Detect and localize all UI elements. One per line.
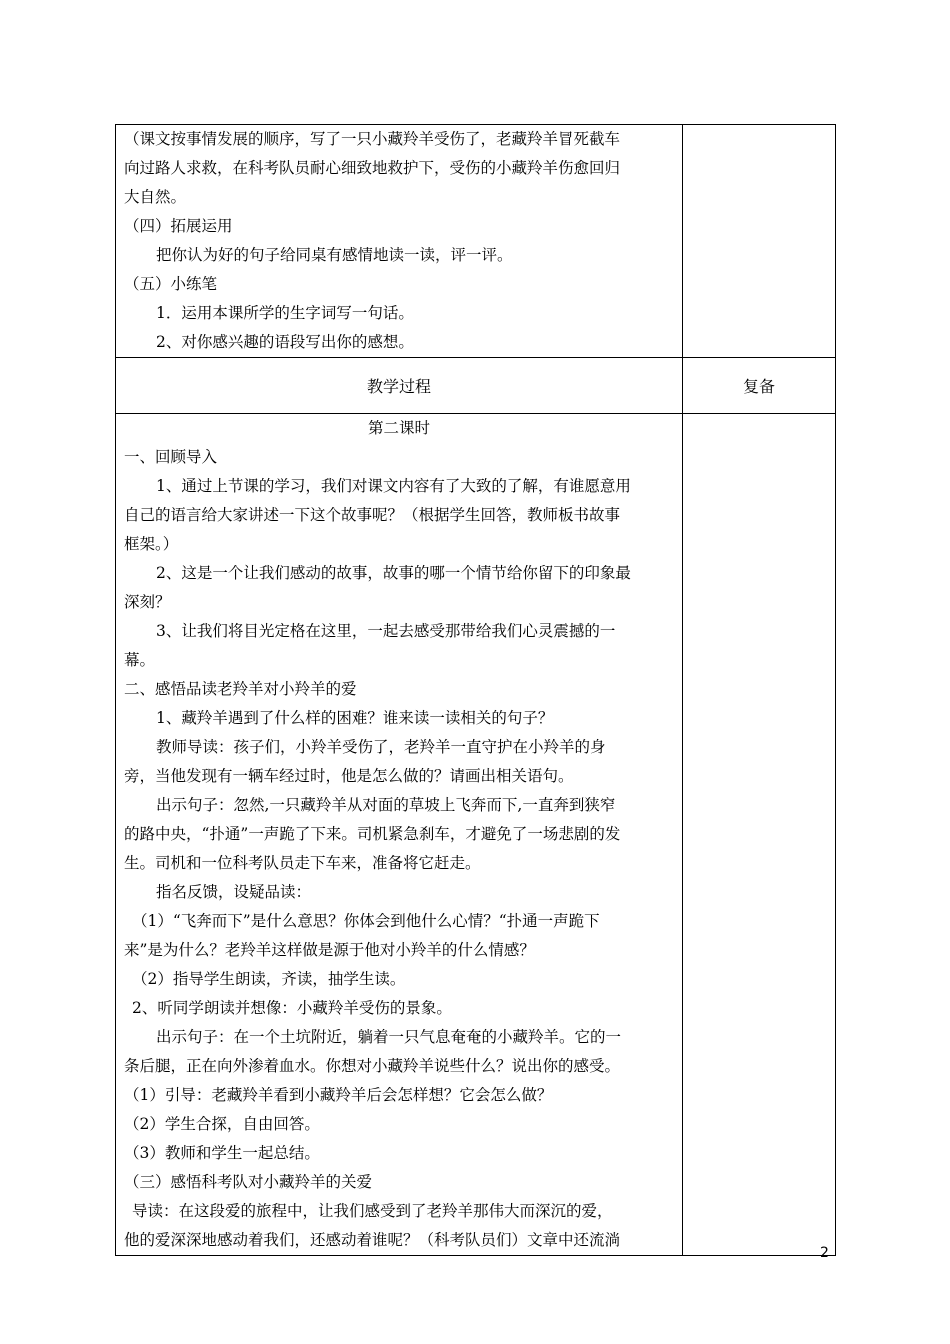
text-line: 出示句子：忽然,一只藏羚羊从对面的草坡上飞奔而下,一直奔到狭窄 (156, 796, 616, 814)
text-block (116, 125, 682, 357)
section-heading: （五）小练笔 (124, 275, 218, 293)
content-cell (116, 414, 683, 1256)
section-heading: （四）拓展运用 (124, 217, 233, 235)
table-row (116, 414, 836, 1256)
text-line: 幕。 (124, 651, 156, 669)
text-line: 旁，当他发现有一辆车经过时，他是怎么做的？请画出相关语句。 (124, 767, 574, 785)
text-line: 1．运用本课所学的生字词写一句话。 (156, 304, 414, 322)
text-line: 框架。） (124, 535, 179, 553)
text-line: 的路中央，“扑通”一声跪了下来。司机紧急刹车，才避免了一场悲剧的发 (124, 825, 621, 843)
text-line: 导读：在这段爱的旅程中，让我们感受到了老羚羊那伟大而深沉的爱， (132, 1202, 613, 1220)
text-line: 2、对你感兴趣的语段写出你的感想。 (156, 333, 414, 351)
text-line: 3、让我们将目光定格在这里，一起去感受那带给我们心灵震撼的一 (156, 622, 616, 640)
page-number: 2 (820, 1245, 829, 1261)
section-heading: 二、感悟品读老羚羊对小羚羊的爱 (124, 680, 357, 698)
process-header: 教学过程 (116, 358, 683, 414)
section-heading: 一、回顾导入 (124, 448, 218, 466)
table-header-row (116, 358, 836, 414)
text-line: 教师导读：孩子们，小羚羊受伤了，老羚羊一直守护在小羚羊的身 (156, 738, 606, 756)
text-line: 生。司机和一位科考队员走下车来，准备将它赶走。 (124, 854, 481, 872)
text-line: 向过路人求救，在科考队员耐心细致地救护下，受伤的小藏羚羊伤愈回归 (124, 159, 621, 177)
text-line: 出示句子：在一个土坑附近，躺着一只气息奄奄的小藏羚羊。它的一 (156, 1028, 622, 1046)
lesson-title: 第二课时 (367, 419, 430, 437)
text-line: 2、这是一个让我们感动的故事，故事的哪一个情节给你留下的印象最 (156, 564, 631, 582)
content-cell (116, 125, 683, 358)
review-cell (683, 414, 836, 1256)
review-header: 复备 (683, 358, 836, 414)
text-line: （2）学生合探，自由回答。 (124, 1115, 320, 1133)
text-line: （2）指导学生朗读，齐读，抽学生读。 (132, 970, 406, 988)
text-line: 把你认为好的句子给同桌有感情地读一读，评一评。 (156, 246, 513, 264)
text-line: （3）教师和学生一起总结。 (124, 1144, 320, 1162)
text-line: 深刻？ (124, 593, 171, 611)
text-line: （1）“飞奔而下”是什么意思？你体会到他什么心情？“扑通一声跪下 (132, 912, 600, 930)
text-line: （课文按事情发展的顺序，写了一只小藏羚羊受伤了，老藏羚羊冒死截车 (124, 130, 621, 148)
text-block (116, 414, 682, 1255)
text-line: 大自然。 (124, 188, 187, 206)
text-line: 来”是为什么？老羚羊这样做是源于他对小羚羊的什么情感？ (124, 941, 535, 959)
table-row (116, 125, 836, 358)
review-cell (683, 125, 836, 358)
text-line: 自己的语言给大家讲述一下这个故事呢？（根据学生回答，教师板书故事 (124, 506, 621, 524)
section-heading: （三）感悟科考队对小藏羚羊的关爱 (124, 1173, 373, 1191)
text-line: 2、听同学朗读并想像：小藏羚羊受伤的景象。 (132, 999, 452, 1017)
text-line: 他的爱深深地感动着我们，还感动着谁呢？（科考队员们）文章中还流淌 (124, 1231, 621, 1249)
lesson-plan-table (115, 124, 836, 1256)
text-line: 指名反馈，设疑品读： (156, 883, 312, 901)
text-line: 1、通过上节课的学习，我们对课文内容有了大致的了解，有谁愿意用 (156, 477, 631, 495)
text-line: 条后腿，正在向外渗着血水。你想对小藏羚羊说些什么？说出你的感受。 (124, 1057, 621, 1075)
text-line: （1）引导：老藏羚羊看到小藏羚羊后会怎样想？它会怎么做？ (124, 1086, 553, 1104)
text-line: 1、藏羚羊遇到了什么样的困难？谁来读一读相关的句子？ (156, 709, 554, 727)
